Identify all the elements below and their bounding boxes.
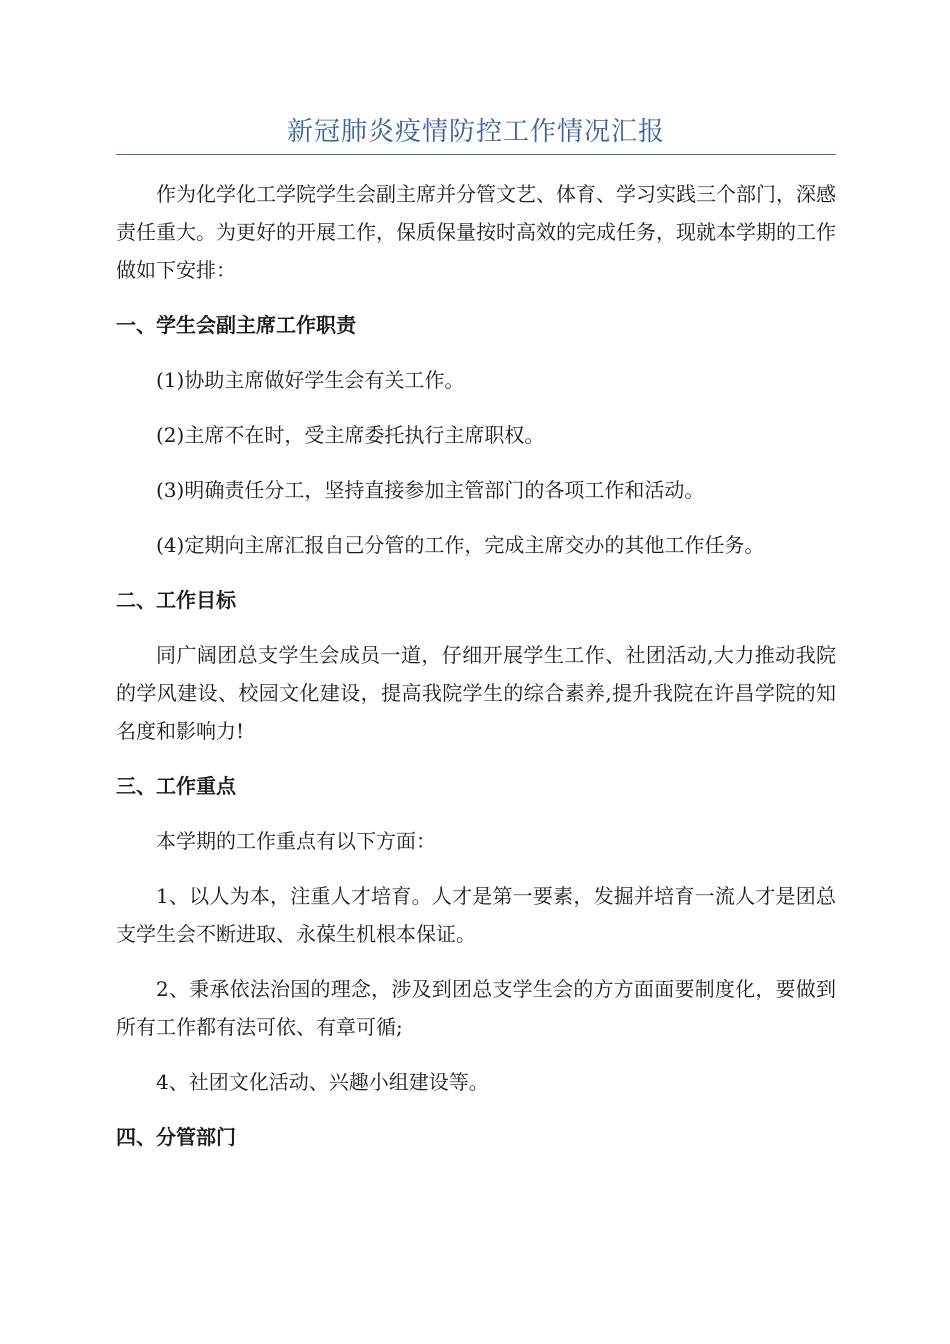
section-departments [116, 1118, 836, 1156]
section-responsibilities [116, 306, 836, 564]
goal-paragraph: 同广阔团总支学生会成员一道，仔细开展学生工作、社团活动,大力推动我院的学风建设、校园文化建设，提高我院学生的综合素养,提升我院在许昌学院的知名度和影响力! [116, 643, 836, 743]
focus-item: 1、以人为本，注重人才培育。人才是第一要素，发掘并培育一流人才是团总支学生会不断进取、永葆生机根本保证。 [116, 884, 836, 946]
document-page [116, 112, 836, 1173]
document-body [116, 175, 836, 1156]
section-heading: 三、工作重点 [116, 774, 236, 798]
section-heading: 二、工作目标 [116, 588, 236, 612]
focus-item: 2、秉承依法治国的理念，涉及到团总支学生会的方方面面要制度化，要做到所有工作都有法可依、有章可循; [116, 977, 836, 1039]
section-heading: 一、学生会副主席工作职责 [116, 313, 356, 337]
intro-paragraph: 作为化学化工学院学生会副主席并分管文艺、体育、学习实践三个部门，深感责任重大。为更好的开展工作，保质保量按时高效的完成任务，现就本学期的工作做如下安排： [116, 182, 836, 282]
focus-paragraph: 本学期的工作重点有以下方面： [156, 829, 436, 853]
duty-item: (4)定期向主席汇报自己分管的工作，完成主席交办的其他工作任务。 [156, 533, 765, 557]
focus-item: 4、社团文化活动、兴趣小组建设等。 [156, 1070, 489, 1094]
duty-item: (1)协助主席做好学生会有关工作。 [156, 368, 465, 392]
section-focus [116, 767, 836, 1101]
section-heading: 四、分管部门 [116, 1125, 236, 1149]
document-title: 新冠肺炎疫情防控工作情况汇报 [116, 112, 836, 155]
duty-item: (2)主席不在时，受主席委托执行主席职权。 [156, 423, 545, 447]
section-goals [116, 581, 836, 750]
duty-item: (3)明确责任分工，坚持直接参加主管部门的各项工作和活动。 [156, 478, 705, 502]
